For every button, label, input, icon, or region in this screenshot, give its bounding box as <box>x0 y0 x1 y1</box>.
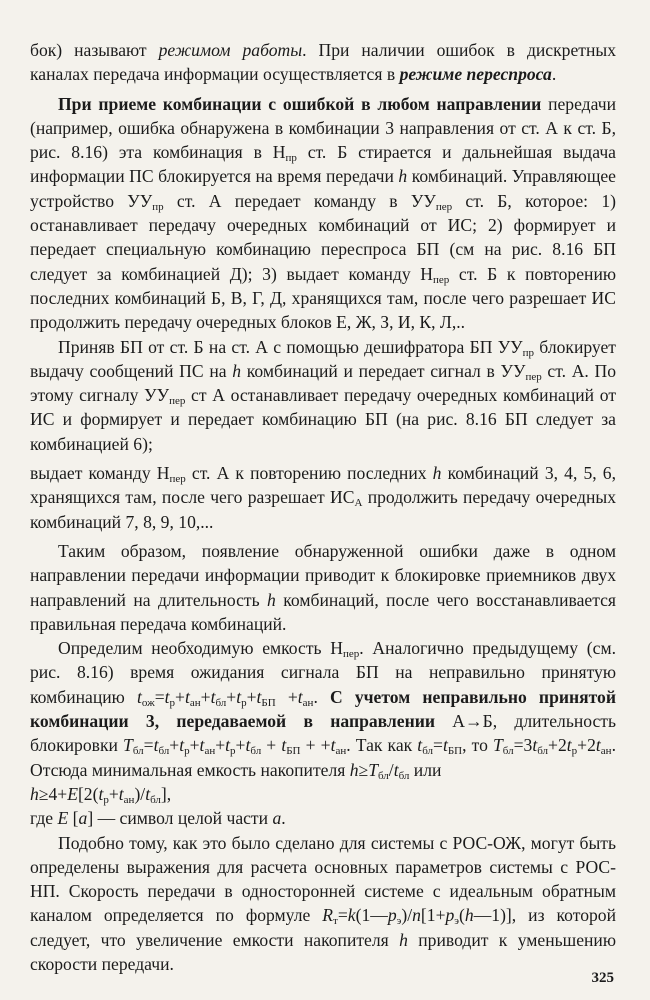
paragraph-4: выдает команду $Н_{пер}$ ст. А к повторению последних h комбинаций 3, 4, 5, 6, хранящихся там, после чего разрешает $ИС_А$ продолжить передачу очередных комбинаций 7, 8, 9, 10,... <box>30 463 616 532</box>
paragraph-1: бок) называют режимом работы. При наличии ошибок в дискретных каналах передача информации осуществляется в режиме переспроса. <box>30 40 616 85</box>
page-number: 325 <box>591 970 614 986</box>
paragraph-3: Приняв БП от ст. Б на ст. А с помощью дешифратора БП $УУ_{пр}$ блокирует выдачу сообщений ПС на h комбинаций и передает сигнал в $УУ_{пер}$ ст. А. По этому сигналу $УУ_{пер}$ ст А останавливает передачу очередных комбинаций от ИС и формирует и передает комбинацию БП (на рис. 8.16 БП следует за комбинацией 6); <box>30 336 617 454</box>
paragraph-2: При приеме комбинации с ошибкой в любом направлении передачи (например, ошибка обнаружена в комбинации 3 направления от ст. А к ст. Б, рис. 8.16) эта комбинация в $Н_{пр}$ ст. Б стирается и дальнейшая выдача информации ПС блокируется на время передачи h комбинаций. Управляющее устройство $УУ_{пр}$ ст. А передает команду в $УУ_{пер}$ ст. Б, которое: 1) останавливает передачу очередных комбинаций от ИС; 2) формирует и передает специальную комбинацию переспроса БП (см на рис. 8.16 БП следует за комбинацией Д); 3) выдает команду $Н_{пер}$ ст. Б к повторению последних комбинаций Б, В, Г, Д, хранящихся там, после чего разрешает ИС продолжить передачу очередных блоков Е, Ж, З, И, К, Л,.. <box>30 93 616 333</box>
formula-capacity: $h\ge 4+E[2(t_р+t_{ан})/t_{бл}]$, <box>30 783 172 806</box>
paragraph-5: Таким образом, появление обнаруженной ошибки даже в одном направлении передачи информации приводит к блокировке приемников двух направлений на длительность h комбинаций, после чего восстанавливается правильная передача комбинаций. <box>30 540 617 634</box>
paragraph-6: Определим необходимую емкость $Н_{пер}$. Аналогично предыдущему (см. рис. 8.16) время ожидания сигнала БП на неправильно принятую комбинацию $t_{ож}=t_р+t_{ан}+t_{бл}+t_р+t_{БП} +t_{ан}$. С учетом неправильно принятой комбинации 3, передаваемой в направлении А→Б, длительность блокировки $Т_{бл}=t_{бл}+t_р+t_{ан}+t_р+t_{бл} + t_{БП} + +t_{ан}$. Так как $t_{бл}=t_{БП}$, то $Т_{бл}=3t_{бл}+2t_р+2t_{ан}$. Отсюда минимальная емкость накопителя $h\ge Т_{бл}/t_{бл}$ или <box>30 638 617 782</box>
page-body <box>30 38 616 976</box>
paragraph-7: где Е [a] — символ целой части a. <box>30 808 286 829</box>
paragraph-8: Подобно тому, как это было сделано для системы с РОС-ОЖ, могут быть определены выражения для расчета основных параметров системы с РОС-НП. Скорость передачи в односторонней системе с идеальным обратным каналом определяется по формуле $R_т=k(1—р_э)/n[1+р_э(h—1)]$, из которой следует, что увеличение емкости накопителя h приводит к уменьшению скорости передачи. <box>30 832 616 974</box>
